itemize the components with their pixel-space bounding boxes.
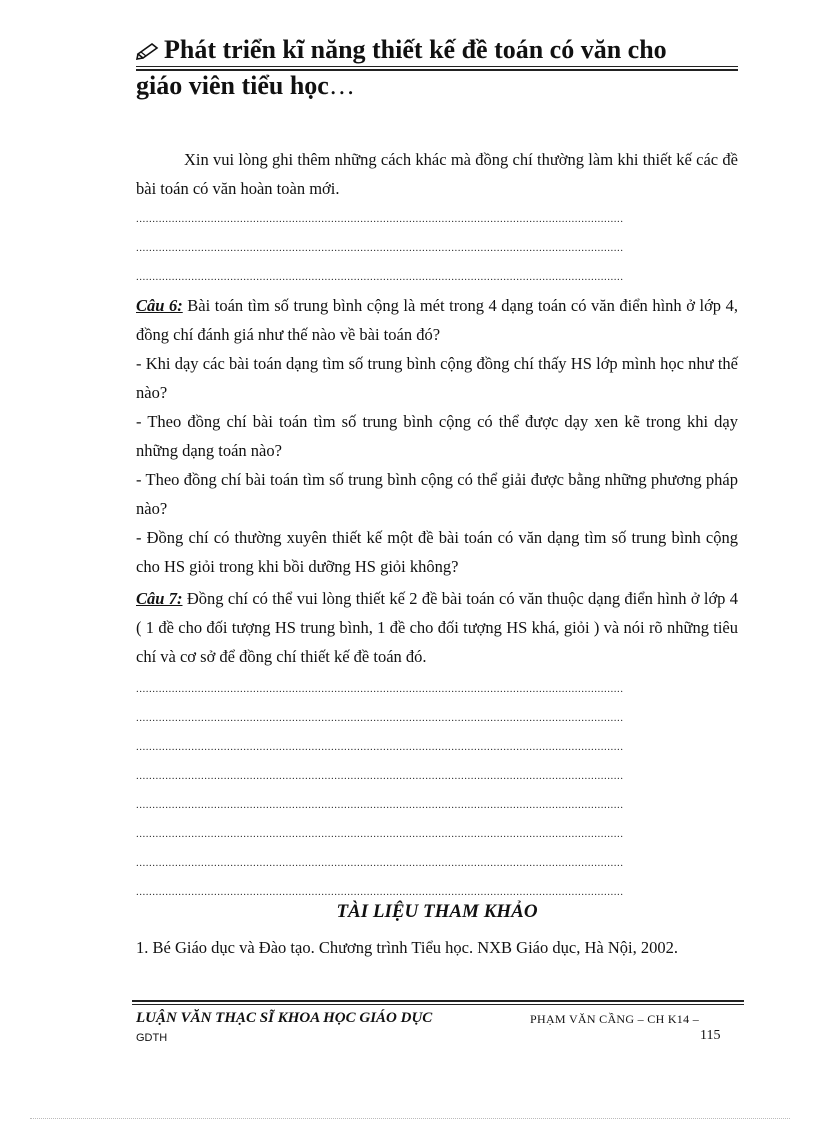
question-6 — [136, 291, 738, 581]
footer-author: PHẠM VĂN CẦNG – CH K14 – — [530, 1012, 699, 1026]
question-7-label: Câu 7: — [136, 589, 183, 608]
question-6-bullet: - Đồng chí có thường xuyên thiết kế một đề bài toán có văn dạng tìm số trung bình cộng cho HS giỏi trong khi bồi dưỡng HS giỏi không? — [136, 528, 738, 576]
question-6-bullet: - Theo đồng chí bài toán tìm số trung bình cộng có thể được dạy xen kẽ trong khi dạy những dạng toán nào? — [136, 412, 738, 460]
title-line-2 — [136, 70, 355, 102]
pencil-icon — [136, 36, 160, 56]
answer-line[interactable]: ...................................................................................................................................................... — [136, 214, 624, 224]
question-6-bullet: - Theo đồng chí bài toán tìm số trung bình cộng có thể giải được bằng những phương pháp nào? — [136, 470, 738, 518]
page-number: 115 — [700, 1028, 721, 1043]
answer-line[interactable]: ...................................................................................................................................................... — [136, 742, 624, 752]
question-6-label: Câu 6: — [136, 296, 183, 315]
title-line-2-text: giáo viên tiểu học — [136, 71, 329, 100]
question-7-text: Đồng chí có thể vui lòng thiết kế 2 đề bài toán có văn thuộc dạng điển hình ở lớp 4 ( 1 đề cho đối tượng HS trung bình, 1 đề cho đối tượng HS khá, giỏi ) và nói rõ những tiêu chí và cơ sở để đồng chí thiết kế đề toán đó. — [136, 589, 738, 666]
answer-line[interactable]: ...................................................................................................................................................... — [136, 858, 624, 868]
answer-line[interactable]: ...................................................................................................................................................... — [136, 713, 624, 723]
question-6-bullet: - Khi dạy các bài toán dạng tìm số trung bình cộng đồng chí thấy HS lớp mình học như thế nào? — [136, 354, 738, 402]
title-line-1: Phát triển kĩ năng thiết kế đề toán có văn cho — [164, 35, 667, 64]
answer-line[interactable]: ...................................................................................................................................................... — [136, 243, 624, 253]
question-7 — [136, 584, 738, 671]
reference-item: 1. Bé Giáo dục và Đào tạo. Chương trình Tiểu học. NXB Giáo dục, Hà Nội, 2002. — [136, 938, 678, 957]
intro-paragraph: Xin vui lòng ghi thêm những cách khác mà đồng chí thường làm khi thiết kế các đề bài toán có văn hoàn toàn mới. — [136, 150, 738, 198]
question-6-text: Bài toán tìm số trung bình cộng là mét trong 4 dạng toán có văn điển hình ở lớp 4, đồng chí đánh giá như thế nào về bài toán đó? — [136, 296, 738, 344]
answer-line[interactable]: ...................................................................................................................................................... — [136, 800, 624, 810]
references-title: TÀI LIỆU THAM KHẢO — [336, 901, 538, 922]
footer-department: GDTH — [136, 1032, 168, 1044]
answer-line[interactable]: ...................................................................................................................................................... — [136, 887, 624, 897]
page-bottom-border — [30, 1118, 790, 1120]
footer-rule — [132, 1000, 744, 1005]
answer-line[interactable]: ...................................................................................................................................................... — [136, 272, 624, 282]
title-ellipsis: … — [328, 71, 355, 100]
answer-line[interactable]: ...................................................................................................................................................... — [136, 771, 624, 781]
question-6-intro — [136, 291, 738, 349]
answer-line[interactable]: ...................................................................................................................................................... — [136, 829, 624, 839]
page-title — [136, 34, 746, 66]
footer-thesis-title: LUẬN VĂN THẠC SĨ KHOA HỌC GIÁO DỤC — [136, 1010, 433, 1026]
answer-line[interactable]: ...................................................................................................................................................... — [136, 684, 624, 694]
